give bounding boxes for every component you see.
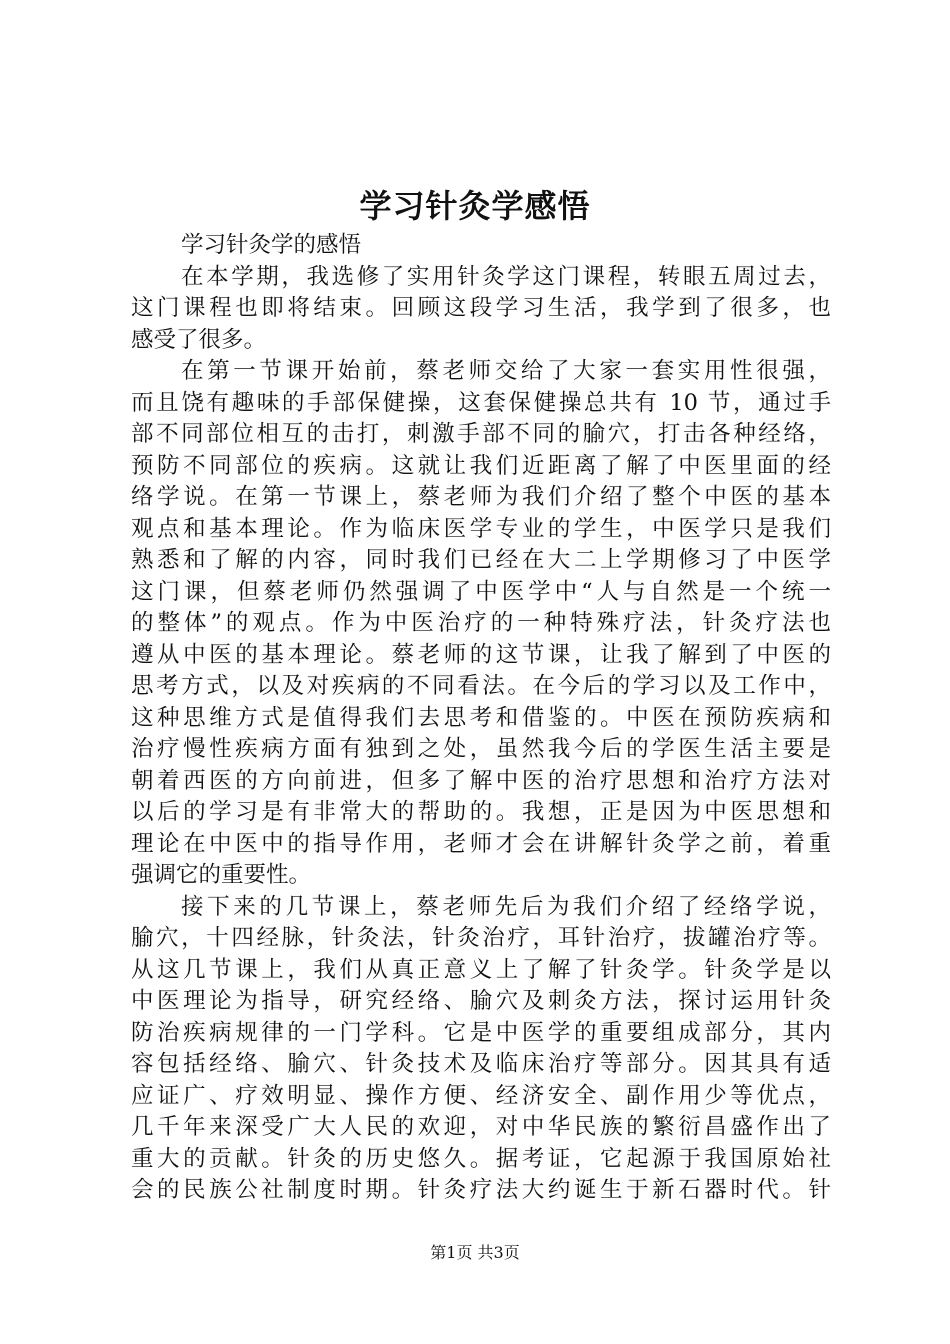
text-line: 从这几节课上，我们从真正意义上了解了针灸学。针灸学是以 (131, 956, 831, 983)
text-line: 熟悉和了解的内容，同时我们已经在大二上学期修习了中医学 (131, 547, 831, 573)
text-line: 部不同部位相互的击打，刺激手部不同的腧穴，打击各种经络， (131, 421, 831, 447)
text-line: 遵从中医的基本理论。蔡老师的这节课，让我了解到了中医的 (131, 641, 831, 668)
text-line: 这种思维方式是值得我们去思考和借鉴的。中医在预防疾病和 (131, 704, 831, 731)
text-line: 应证广、疗效明显、操作方便、经济安全、副作用少等优点， (131, 1082, 831, 1109)
text-line: 在第一节课开始前，蔡老师交给了大家一套实用性很强， (181, 358, 831, 384)
text-line: 观点和基本理论。作为临床医学专业的学生，中医学只是我们 (131, 515, 831, 542)
text-line: 几千年来深受广大人民的欢迎，对中华民族的繁衍昌盛作出了 (131, 1114, 831, 1140)
text-line: 容包括经络、腧穴、针灸技术及临床治疗等部分。因其具有适 (131, 1051, 831, 1077)
text-line: 这门课程也即将结束。回顾这段学习生活，我学到了很多，也 (131, 295, 831, 321)
text-line: 预防不同部位的疾病。这就让我们近距离了解了中医里面的经 (131, 452, 831, 479)
text-line: 接下来的几节课上，蔡老师先后为我们介绍了经络学说， (181, 893, 831, 920)
text-line: 在本学期，我选修了实用针灸学这门课程，转眼五周过去， (181, 263, 831, 290)
text-line: 防治疾病规律的一门学科。它是中医学的重要组成部分，其内 (131, 1019, 831, 1046)
text-line: 重大的贡献。针灸的历史悠久。据考证，它起源于我国原始社 (131, 1145, 831, 1172)
text-line: 中医理论为指导，研究经络、腧穴及刺灸方法，探讨运用针灸 (131, 988, 831, 1014)
text-line: 理论在中医中的指导作用，老师才会在讲解针灸学之前，着重 (131, 830, 831, 857)
text-line: 以后的学习是有非常大的帮助的。我想，正是因为中医思想和 (131, 799, 831, 825)
text-line: 治疗慢性疾病方面有独到之处，虽然我今后的学医生活主要是 (131, 736, 831, 762)
text-line: 这门课，但蔡老师仍然强调了中医学中“人与自然是一个统一 (131, 578, 831, 605)
text-line: 的整体”的观点。作为中医治疗的一种特殊疗法，针灸疗法也 (131, 610, 831, 636)
text-line: 络学说。在第一节课上，蔡老师为我们介绍了整个中医的基本 (131, 484, 831, 510)
text-line: 腧穴，十四经脉，针灸法，针灸治疗，耳针治疗，拔罐治疗等。 (131, 925, 831, 951)
text-line: 思考方式，以及对疾病的不同看法。在今后的学习以及工作中， (131, 673, 831, 699)
document-title: 学习针灸学感悟 (359, 187, 591, 225)
page-footer: 第1页 共3页 (430, 1243, 520, 1262)
text-line: 强调它的重要性。 (131, 862, 312, 888)
text-line: 而且饶有趣味的手部保健操，这套保健操总共有 10 节，通过手 (131, 389, 831, 416)
subtitle-line: 学习针灸学的感悟 (181, 232, 362, 258)
text-line: 感受了很多。 (131, 326, 267, 353)
text-line: 会的民族公社制度时期。针灸疗法大约诞生于新石器时代。针 (131, 1177, 831, 1203)
text-line: 朝着西医的方向前进，但多了解中医的治疗思想和治疗方法对 (131, 767, 831, 794)
document-body (131, 230, 831, 1207)
